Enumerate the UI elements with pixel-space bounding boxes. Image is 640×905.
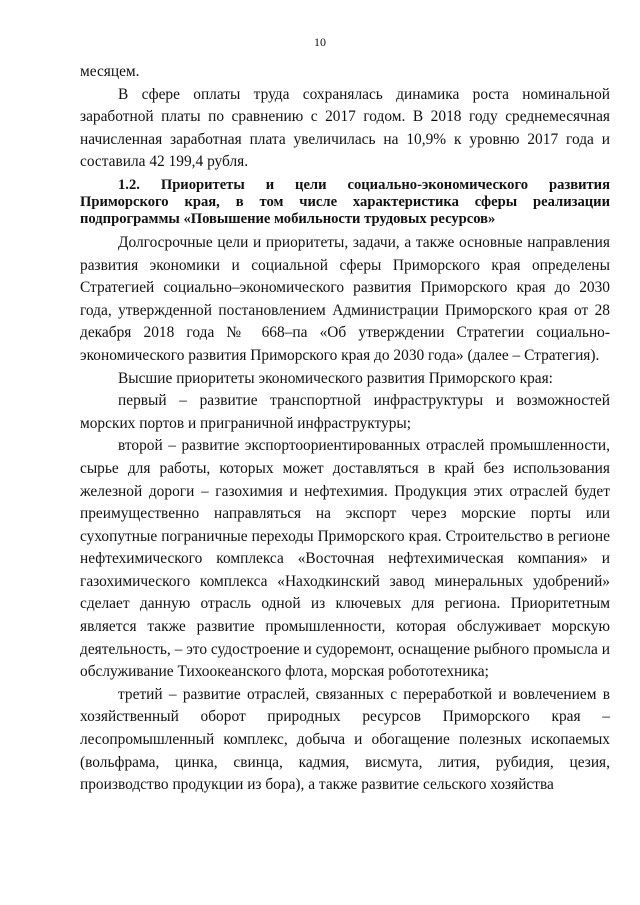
- paragraph-wages: В сфере оплаты труда сохранялась динамика роста номинальной заработной платы по сравнению с 2017 годом. В 2018 году среднемесячная начисленная заработная плата увеличилась на 10,9% к уровню 2017 года и составила 42 199,4 рубля.: [80, 85, 610, 171]
- paragraph-priority-third: третий – развитие отраслей, связанных с переработкой и вовлечением в хозяйственный оборот природных ресурсов Приморского края – лесопромышленный комплекс, добыча и обогащение полезных ископаемых (вольфрама, цинка, свинца, кадмия, висмута, лития, рубидия, цезия, производство продукции из бора), а также развитие сельского хозяйства: [80, 685, 610, 794]
- paragraph-continuation: месяцем.: [80, 63, 140, 80]
- paragraph-priority-first: первый – развитие транспортной инфраструктуры и возможностей морских портов и приграничной инфраструктуры;: [80, 392, 610, 432]
- paragraph-priorities-intro: Высшие приоритеты экономического развития Приморского края:: [118, 369, 553, 387]
- paragraph-priority-second: второй – развитие экспортоориентированных отраслей промышленности, сырье для работы, которых может доставляться в край без использования железной дороги – газохимия и нефтехимия. Продукция этих отраслей будет преимущественно направляться на экспорт через морские порты или сухопутные пограничные переходы Приморского края. Строительство в регионе нефтехимического комплекса «Восточная нефтехимическая компания» и газохимического комплекса «Находкинский завод минеральных удобрений» сделает данную отрасль одной из ключевых для региона. Приоритетным является также развитие промышленности, которая обслуживает морскую деятельность, – это судостроение и судоремонт, оснащение рыбного промысла и обслуживание Тихоокеанского флота, морская робототехника;: [80, 437, 610, 681]
- page-number: 10: [314, 35, 326, 49]
- section-heading: 1.2. Приоритеты и цели социально-экономического развития Приморского края, в том числе характеристика сферы реализации подпрограммы «Повышение мобильности трудовых ресурсов»: [80, 176, 610, 227]
- document-body: [80, 61, 610, 797]
- paragraph-strategy: Долгосрочные цели и приоритеты, задачи, а также основные направления развития экономики и социальной сферы Приморского края определены Стратегией социально–экономического развития Приморского края до 2030 года, утвержденной постановлением Администрации Приморского края от 28 декабря 2018 года № 668–па «Об утверждении Стратегии социально-экономического развития Приморского края до 2030 года» (далее – Стратегия).: [80, 233, 610, 364]
